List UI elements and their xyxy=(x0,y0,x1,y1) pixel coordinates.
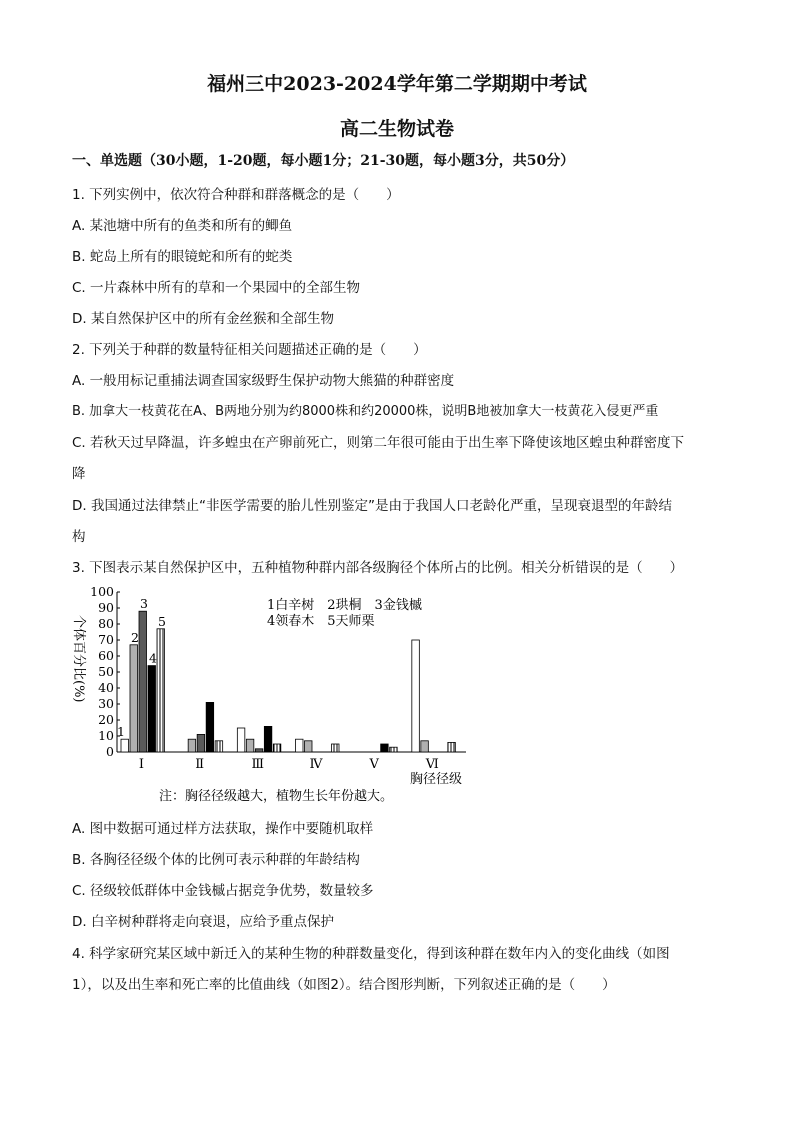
bar-number-label: 3 xyxy=(140,596,148,612)
q2-option-b: B. 加拿大一枝黄花在A、B两地分别为约8000株和约20000株，说明B地被加拿大一枝黄花入侵更严重 xyxy=(72,404,659,419)
bar xyxy=(255,749,262,752)
chart-legend-line1: 1白辛树 2珙桐 3金钱槭 xyxy=(267,598,422,613)
q4-stem-line2: 1），以及出生率和死亡率的比值曲线（如图2）。结合图形判断，下列叙述正确的是（ ） xyxy=(72,977,616,993)
q3-stem: 3. 下图表示某自然保护区中，五种植物种群内部各级胸径个体所占的比例。相关分析错误的是（ ） xyxy=(72,560,684,576)
bar xyxy=(130,645,138,752)
bar xyxy=(421,741,429,752)
y-tick-label: 0 xyxy=(106,744,114,759)
exam-title: 福州三中2023-2024学年第二学期期中考试 xyxy=(207,73,587,95)
y-tick-label: 100 xyxy=(90,584,114,599)
bar xyxy=(273,744,281,752)
exam-subtitle: 高二生物试卷 xyxy=(339,118,454,140)
bar xyxy=(448,742,456,752)
q3-option-a: A. 图中数据可通过样方法获取，操作中要随机取样 xyxy=(72,821,374,837)
bar-number-label: 1 xyxy=(117,724,125,740)
q2-option-a: A. 一般用标记重捕法调查国家级野生保护动物大熊猫的种群密度 xyxy=(72,373,455,389)
q2-stem: 2. 下列关于种群的数量特征相关问题描述正确的是（ ） xyxy=(72,342,427,358)
x-tick-label: Ⅱ xyxy=(195,757,205,772)
q4-stem-line1: 4. 科学家研究某区域中新迁入的某种生物的种群数量变化，得到该种群在数年内入的变化曲线（如图 xyxy=(72,946,670,962)
x-tick-label: Ⅴ xyxy=(369,757,379,772)
bar-number-label: 4 xyxy=(149,650,157,666)
q3-option-c: C. 径级较低群体中金钱槭占据竞争优势，数量较多 xyxy=(72,883,374,899)
bar xyxy=(139,611,147,752)
bar xyxy=(188,739,196,752)
x-tick-label: Ⅳ xyxy=(309,757,323,772)
bar xyxy=(412,640,420,752)
bar xyxy=(332,744,340,752)
y-tick-label: 10 xyxy=(98,728,114,743)
bar xyxy=(264,726,272,752)
chart-x-axis-title: 胸径径级 xyxy=(410,772,463,787)
y-tick-label: 50 xyxy=(98,664,114,679)
q1-option-a: A. 某池塘中所有的鱼类和所有的鲫鱼 xyxy=(72,218,293,234)
q3-option-d: D. 白辛树种群将走向衰退，应给予重点保护 xyxy=(72,914,334,930)
section-heading: 一、单选题（30小题，1-20题，每小题1分；21-30题，每小题3分，共50分） xyxy=(72,153,575,169)
y-tick-label: 90 xyxy=(98,600,114,615)
chart-note: 注：胸径径级越大，植物生长年份越大。 xyxy=(159,789,394,804)
bar xyxy=(390,747,398,752)
q3-option-b: B. 各胸径径级个体的比例可表示种群的年龄结构 xyxy=(72,852,360,868)
x-tick-label: Ⅲ xyxy=(251,757,265,772)
y-tick-label: 40 xyxy=(98,680,114,695)
dbh-class-bar-chart xyxy=(66,580,486,805)
q2-option-c-line1: C. 若秋天过早降温，许多蝗虫在产卵前死亡，则第二年很可能由于出生率下降使该地区蝗虫种群密度下 xyxy=(72,435,685,451)
bar xyxy=(157,629,165,752)
y-tick-label: 20 xyxy=(98,712,114,727)
bar xyxy=(206,702,214,752)
chart-legend-line2: 4领春木 5天师栗 xyxy=(267,614,375,629)
bar-number-label: 2 xyxy=(131,629,139,645)
bar xyxy=(148,666,156,752)
x-tick-label: Ⅵ xyxy=(425,757,439,772)
y-tick-label: 80 xyxy=(98,616,114,631)
q2-option-c-line2: 降 xyxy=(72,466,86,482)
y-tick-label: 30 xyxy=(98,696,114,711)
x-tick-label: Ⅰ xyxy=(138,757,145,772)
q1-option-b: B. 蛇岛上所有的眼镜蛇和所有的蛇类 xyxy=(72,249,293,265)
chart-y-axis-title: 个体百分比(%) xyxy=(71,615,86,703)
bar xyxy=(121,739,129,752)
y-tick-label: 70 xyxy=(98,632,114,647)
bar-number-label: 5 xyxy=(158,613,166,629)
bar xyxy=(246,739,254,752)
bar xyxy=(296,739,304,752)
q2-option-d-line1: D. 我国通过法律禁止“非医学需要的胎儿性别鉴定”是由于我国人口老龄化严重，呈现衰退型的年龄结 xyxy=(72,498,672,514)
q1-option-d: D. 某自然保护区中的所有金丝猴和全部生物 xyxy=(72,311,334,327)
bar xyxy=(237,728,245,752)
q1-option-c: C. 一片森林中所有的草和一个果园中的全部生物 xyxy=(72,280,361,296)
bar xyxy=(305,741,313,752)
q2-option-d-line2: 构 xyxy=(72,529,86,545)
bar xyxy=(215,741,223,752)
q1-stem: 1. 下列实例中，依次符合种群和群落概念的是（ ） xyxy=(72,187,400,203)
y-tick-label: 60 xyxy=(98,648,114,663)
bar xyxy=(381,744,389,752)
bar xyxy=(197,734,205,752)
